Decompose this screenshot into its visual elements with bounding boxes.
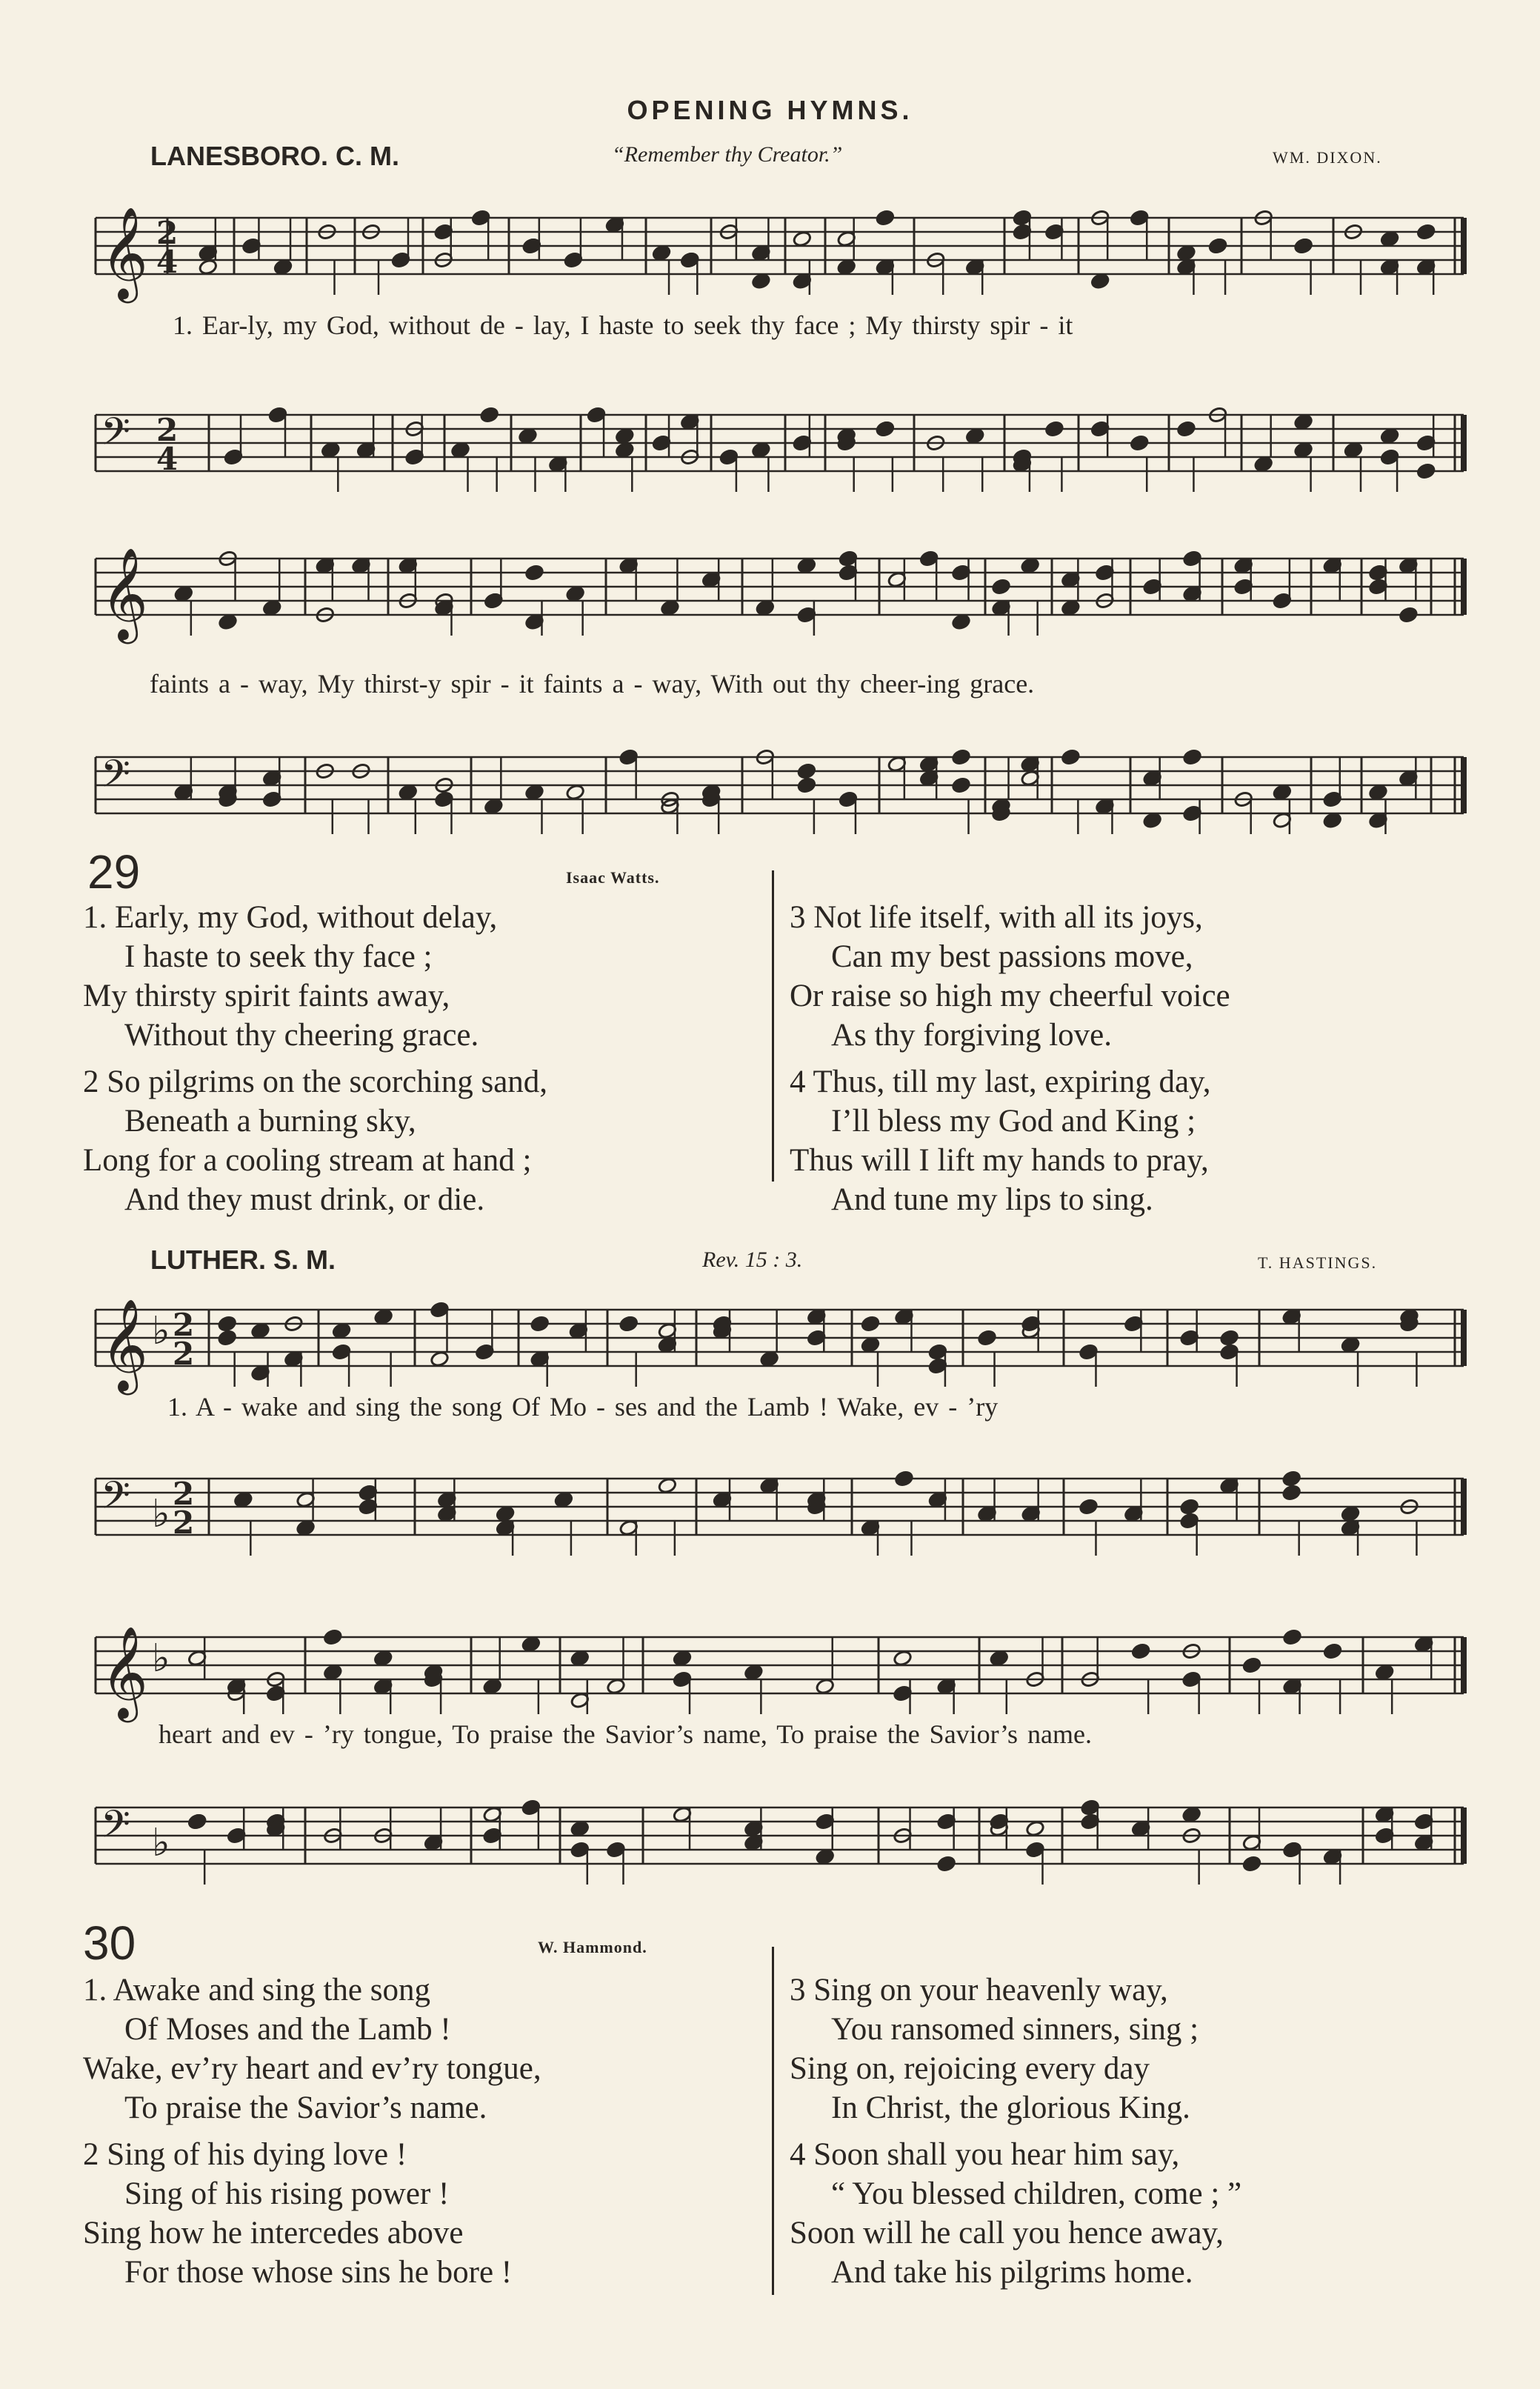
music-staff-bass — [0, 748, 1540, 822]
stanza-line: Sing on, rejoicing every day — [790, 2051, 1150, 2086]
note-head — [615, 427, 634, 444]
note-head — [1061, 599, 1080, 616]
bass-clef-icon: 𝄢 — [101, 409, 130, 463]
note-head — [1323, 812, 1342, 829]
stanza-line: 3 Sing on your heavenly way, — [790, 1973, 1168, 2008]
note-head — [615, 442, 634, 459]
time-signature-top: 2 — [156, 215, 179, 251]
flat-icon: ♭ — [152, 1309, 170, 1353]
note-head — [262, 599, 281, 616]
note-head — [430, 1350, 449, 1367]
music-staff-bass — [0, 406, 1540, 480]
stanza-line: 2 Sing of his dying love ! — [83, 2137, 407, 2172]
note-head — [951, 748, 970, 765]
stanza-line: To praise the Savior’s name. — [124, 2090, 487, 2125]
column-divider — [772, 870, 774, 1182]
note-head — [797, 557, 816, 574]
note-head — [876, 420, 895, 437]
note-head — [990, 1650, 1009, 1667]
stanzas-left — [83, 898, 547, 1219]
note-head — [233, 1491, 253, 1508]
bass-clef-icon: 𝄢 — [101, 751, 130, 805]
time-signature-top: 2 — [156, 412, 179, 448]
note-head — [861, 1315, 880, 1332]
page-header: OPENING HYMNS. — [627, 95, 913, 125]
note-head — [450, 442, 470, 459]
stanza-line: 3 Not life itself, with all its joys, — [790, 900, 1203, 935]
music-lyrics-line: 1. Ear-ly, my God, without de - lay, I haste to seek thy face ; My thirsty spir - it — [173, 310, 1073, 340]
note-head — [751, 442, 770, 459]
note-head — [1219, 1329, 1239, 1346]
note-head — [876, 209, 895, 226]
stanza-line: Long for a cooling stream at hand ; — [83, 1143, 532, 1178]
music-staff-treble — [0, 207, 1540, 299]
note-head — [524, 784, 544, 801]
note-head — [756, 599, 775, 616]
note-head — [273, 259, 293, 276]
music-lyrics-line: heart and ev - ’ry tongue, To praise the Savior’s name, To praise the Savior’s name. — [159, 1719, 1092, 1749]
stanza-line: I haste to seek thy face ; — [124, 939, 433, 974]
note-head — [530, 1315, 549, 1332]
composer: T. HASTINGS. — [1258, 1253, 1378, 1272]
tune-name: LANESBORO. C. M. — [150, 141, 400, 171]
note-head — [652, 244, 671, 261]
note-head — [1020, 557, 1039, 574]
note-head — [1130, 434, 1149, 451]
stanzas-left — [83, 1970, 541, 2292]
stanza-line: 4 Soon shall you hear him say, — [790, 2137, 1180, 2172]
note-head — [482, 1678, 501, 1695]
stanza-line: My thirsty spirit faints away, — [83, 979, 450, 1013]
treble-clef-icon: 𝄞 — [101, 1626, 148, 1719]
stanzas-right — [790, 898, 1230, 1219]
note-head — [1368, 784, 1387, 801]
stanza-line: 4 Thus, till my last, expiring day, — [790, 1064, 1211, 1099]
stanza-line: Sing how he intercedes above — [83, 2216, 464, 2250]
note-head — [991, 578, 1010, 595]
note-head — [1416, 223, 1436, 240]
time-signature-bottom: 4 — [156, 441, 179, 477]
note-head — [1025, 1820, 1044, 1837]
flat-icon: ♭ — [152, 1821, 170, 1865]
note-head — [658, 1477, 677, 1494]
note-head — [570, 1650, 590, 1667]
note-head — [894, 1470, 913, 1487]
time-signature-top: 2 — [173, 1476, 195, 1512]
note-head — [606, 1678, 625, 1695]
note-head — [1380, 230, 1399, 247]
note-head — [1090, 273, 1110, 290]
note-head — [479, 406, 499, 423]
note-head — [673, 1650, 692, 1667]
note-head — [861, 1336, 880, 1353]
note-head — [321, 442, 340, 459]
bass-clef-icon: 𝄢 — [101, 1473, 130, 1527]
note-head — [496, 1505, 515, 1522]
note-head — [199, 259, 218, 276]
note-head — [1399, 606, 1418, 623]
treble-clef-icon: 𝄞 — [101, 1299, 148, 1391]
music-staff-treble — [0, 1626, 1540, 1719]
stanza-line: “ You blessed children, come ; ” — [831, 2176, 1242, 2211]
note-head — [797, 762, 816, 779]
note-head — [565, 784, 584, 801]
note-head — [1344, 442, 1363, 459]
note-head — [1142, 812, 1161, 829]
note-head — [1273, 784, 1292, 801]
note-head — [1044, 420, 1064, 437]
note-head — [1131, 1642, 1150, 1659]
author: Isaac Watts. — [566, 868, 660, 887]
music-lyrics-line: 1. A - wake and sing the song Of Mo - ses and the Lamb ! Wake, ev - ’ry — [167, 1392, 999, 1422]
stanza-line: Wake, ev’ry heart and ev’ry tongue, — [83, 2051, 541, 2086]
note-head — [759, 1350, 779, 1367]
note-head — [965, 427, 984, 444]
music-staff-treble — [0, 547, 1540, 640]
note-head — [217, 1329, 236, 1346]
note-head — [1341, 1505, 1360, 1522]
note-head — [1293, 413, 1313, 430]
note-head — [217, 1315, 236, 1332]
stanza-line: Sing of his rising power ! — [124, 2176, 450, 2211]
note-head — [1375, 1664, 1394, 1681]
note-head — [323, 1628, 342, 1645]
note-head — [751, 273, 770, 290]
note-head — [951, 776, 970, 793]
bass-clef-icon: 𝄢 — [101, 1802, 130, 1856]
stanza-line: Or raise so high my cheerful voice — [790, 979, 1230, 1013]
flat-icon: ♭ — [152, 1636, 170, 1681]
note-head — [1293, 442, 1313, 459]
note-head — [1282, 1628, 1301, 1645]
note-head — [218, 613, 237, 630]
note-head — [744, 1664, 763, 1681]
tune-name: LUTHER. S. M. — [150, 1245, 336, 1275]
note-head — [1179, 1498, 1199, 1515]
note-head — [1380, 427, 1399, 444]
note-head — [936, 1855, 956, 1872]
note-head — [816, 1848, 835, 1865]
treble-clef-icon: 𝄞 — [101, 547, 148, 640]
hymn-number: 29 — [87, 845, 141, 899]
time-signature-bottom: 2 — [173, 1505, 195, 1541]
note-head — [1281, 1470, 1301, 1487]
stanza-line: You ransomed sinners, sing ; — [831, 2012, 1199, 2047]
note-head — [1323, 1642, 1342, 1659]
stanza-line: Can my best passions move, — [831, 939, 1193, 974]
note-head — [816, 1678, 835, 1695]
stanza-line: 2 So pilgrims on the scorching sand, — [83, 1064, 548, 1099]
note-head — [1293, 237, 1313, 254]
note-head — [1253, 456, 1273, 473]
note-head — [836, 259, 856, 276]
note-head — [1181, 1806, 1201, 1823]
stanza-line: Without thy cheering grace. — [124, 1018, 479, 1053]
note-head — [951, 613, 970, 630]
note-head — [793, 230, 812, 247]
time-signature-top: 2 — [173, 1307, 195, 1343]
note-head — [554, 1491, 573, 1508]
note-head — [250, 1322, 270, 1339]
note-head — [484, 798, 503, 815]
note-head — [570, 1820, 590, 1837]
stanza-line: And take his pilgrims home. — [831, 2255, 1193, 2290]
note-head — [332, 1322, 351, 1339]
stanzas-right — [790, 1970, 1241, 2292]
note-head — [323, 1664, 342, 1681]
note-head — [660, 599, 679, 616]
note-head — [1242, 1656, 1261, 1673]
flat-icon: ♭ — [152, 1492, 170, 1536]
stanza-line: For those whose sins he bore ! — [124, 2255, 513, 2290]
time-signature-bottom: 4 — [156, 244, 179, 280]
note-head — [1176, 244, 1196, 261]
note-head — [1281, 1484, 1301, 1501]
stanza-line: Soon will he call you hence away, — [790, 2216, 1224, 2250]
stanza-line: As thy forgiving love. — [831, 1018, 1113, 1053]
note-head — [977, 1329, 996, 1346]
note-head — [797, 776, 816, 793]
stanza-line: Beneath a burning sky, — [124, 1104, 416, 1139]
note-head — [296, 1519, 315, 1536]
hymn-number: 30 — [83, 1916, 136, 1970]
note-head — [1341, 1336, 1360, 1353]
note-head — [187, 1813, 207, 1830]
note-head — [1416, 462, 1436, 479]
music-staff-bass — [0, 1470, 1540, 1544]
tune-subtitle: “Remember thy Creator.” — [612, 142, 843, 167]
composer: WM. DIXON. — [1273, 148, 1382, 167]
note-head — [399, 784, 418, 801]
note-head — [1242, 1855, 1261, 1872]
note-head — [373, 1650, 393, 1667]
note-head — [1176, 420, 1196, 437]
note-head — [373, 1308, 393, 1325]
stanza-line: Of Moses and the Lamb ! — [124, 2012, 451, 2047]
music-staff-treble — [0, 1299, 1540, 1391]
author: W. Hammond. — [538, 1938, 647, 1956]
time-signature-bottom: 2 — [173, 1336, 195, 1372]
treble-clef-icon: 𝄞 — [101, 207, 148, 299]
note-head — [1079, 1498, 1098, 1515]
stanza-line: And tune my lips to sing. — [831, 1182, 1153, 1217]
note-head — [1182, 748, 1201, 765]
stanza-line: Thus will I lift my hands to pray, — [790, 1143, 1209, 1178]
stanza-line: 1. Early, my God, without delay, — [83, 900, 498, 935]
note-head — [524, 564, 544, 581]
tune-subtitle: Rev. 15 : 3. — [702, 1247, 803, 1272]
stanza-line: In Christ, the glorious King. — [831, 2090, 1190, 2125]
note-head — [174, 585, 193, 602]
column-divider — [772, 1947, 774, 2295]
music-lyrics-line: faints a - way, My thirst-y spir - it faints a - way, With out thy cheer-ing grace. — [150, 669, 1035, 699]
note-head — [518, 427, 537, 444]
note-head — [619, 1315, 638, 1332]
note-head — [893, 1650, 912, 1667]
music-staff-bass — [0, 1799, 1540, 1873]
stanza-line: And they must drink, or die. — [124, 1182, 485, 1217]
note-head — [521, 1636, 541, 1653]
stanza-line: I’ll bless my God and King ; — [831, 1104, 1196, 1139]
stanza-line: 1. Awake and sing the song — [83, 1973, 430, 2008]
note-head — [1061, 748, 1080, 765]
note-head — [565, 585, 584, 602]
